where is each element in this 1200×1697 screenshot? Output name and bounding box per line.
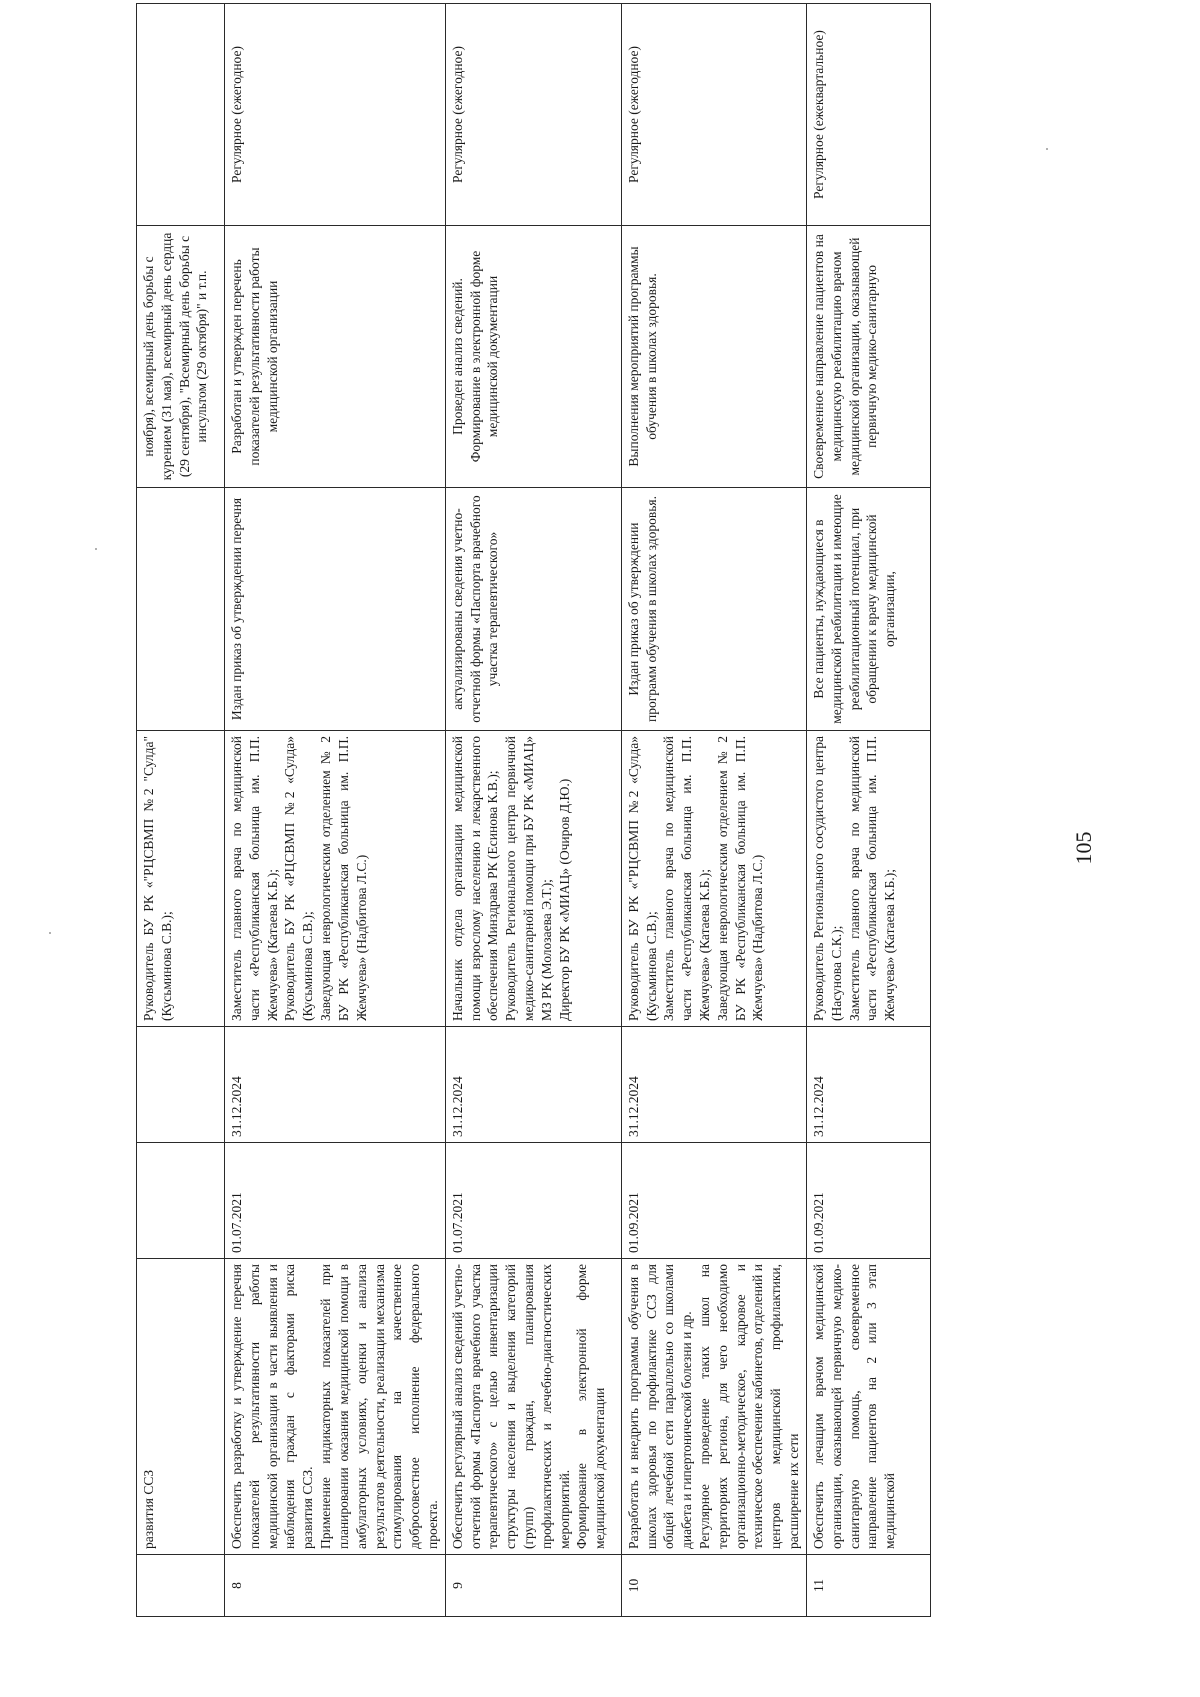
table-row: [445, 4, 621, 1617]
responsible-cell-line: Директор БУ РК «МИАЦ» (Очиров Д.Ю.): [556, 778, 572, 1021]
end-date-cell: 31.12.2024: [621, 1027, 806, 1143]
task-cell: [137, 1259, 225, 1555]
result-cell: [137, 488, 225, 731]
responsible-cell-line: Заместитель главного врача по медицинской части «Республиканская больница им. П.П. Жемчуева» (Катаева К.Б.);: [661, 736, 712, 1021]
task-cell: [225, 1259, 446, 1555]
end-date-cell: [137, 1027, 225, 1143]
result-cell: [621, 488, 806, 731]
rotated-page-content: [136, 4, 956, 1617]
table-row: [806, 4, 930, 1617]
responsible-cell: [137, 731, 225, 1027]
responsible-cell-line: Заместитель главного врача по медицинской части «Республиканская больница им. П.П. Жемчуева» (Катаева К.Б.);: [229, 736, 280, 1021]
responsible-cell: [621, 731, 806, 1027]
row-number: 9: [445, 1555, 621, 1617]
row-number: 11: [806, 1555, 930, 1617]
start-date-cell: 01.09.2021: [806, 1143, 930, 1259]
type-cell-line: Регулярное (ежегодное): [625, 46, 641, 183]
task-cell-line: Формирование в электронной форме медицинской документации: [574, 1264, 608, 1549]
responsible-cell: [806, 731, 930, 1027]
result-cell: [445, 488, 621, 731]
end-date-cell: 31.12.2024: [445, 1027, 621, 1143]
type-cell: [621, 4, 806, 226]
table-row: [225, 4, 446, 1617]
task-cell: [621, 1259, 806, 1555]
responsible-cell-line: Заведующая неврологическим отделением № 2 БУ РК «Республиканская больница им. П.П. Жемчуева» (Надбитова Л.С.): [318, 736, 369, 1021]
responsible-cell-line: Заместитель главного врача по медицинской части «Республиканская больница им. П.П. Жемчуева» (Катаева К.Б.);: [846, 736, 898, 1021]
type-cell: [137, 4, 225, 226]
result-cell-line: Издан приказ об утверждении программ обучения в школах здоровья.: [625, 496, 659, 722]
result-cell: [806, 488, 930, 731]
type-cell: [806, 4, 930, 226]
type-cell: [445, 4, 621, 226]
characteristic-cell-line: ноября), всемирный день борьбы с курением (31 мая), всемирный день сердца (29 сентября), "Всемирный день борьбы с инсультом (29 октября)" и т.п.: [141, 232, 210, 481]
responsible-cell-line: Начальник отдела организации медицинской помощи взрослому населению и лекарственного обеспечения Минздрава РК (Есинова К.В.);: [449, 736, 501, 1021]
characteristic-cell: [137, 226, 225, 488]
end-date-cell: 31.12.2024: [806, 1027, 930, 1143]
plan-table: [136, 3, 931, 1617]
task-cell-line: Обеспечить регулярный анализ сведений учетно-отчетной формы «Паспорта врачебного участка терапевтического» с целью инвентаризации структуры населения и выделения категорий (групп) граждан, планирования профилактических и лечебно-диагностических мероприятий.: [449, 1264, 572, 1549]
table-row: [137, 4, 225, 1617]
responsible-cell-line: Руководитель Регионального сосудистого центра (Насунова С.К.);: [810, 736, 844, 1021]
scan-speck: [1046, 148, 1048, 150]
table-row: [621, 4, 806, 1617]
task-cell: [445, 1259, 621, 1555]
page-number: 105: [1071, 831, 1096, 865]
task-cell-line: Обеспечить разработку и утверждение перечня показателей результативности работы медицинской организации в части выявления и наблюдения граждан с факторами риска развития ССЗ.: [229, 1264, 316, 1549]
row-number: 10: [621, 1555, 806, 1617]
result-cell: [225, 488, 446, 731]
start-date-cell: 01.07.2021: [225, 1143, 446, 1259]
start-date-cell: 01.09.2021: [621, 1143, 806, 1259]
scan-speck: [49, 932, 51, 934]
start-date-cell: [137, 1143, 225, 1259]
characteristic-cell-line: Разработан и утвержден перечень показателей результативности работы медицинской организации: [229, 247, 280, 466]
task-cell-line: Регулярное проведение таких школ на территориях региона, для чего необходимо организационно-методическое, кадровое и техническое обеспечение кабинетов, отделений и центров медицинской профилактики, расширение их сети: [697, 1264, 802, 1549]
characteristic-cell: [806, 226, 930, 488]
responsible-cell-line: Руководитель БУ РК «"РЦСВМП №2 "Сулда" (Кусьминова С.В.);: [141, 736, 174, 1021]
responsible-cell-line: Руководитель Регионального центра первичной медико-санитарной помощи при БУ РК «МИАЦ» МЗ РК (Молозаева Э.Т.);: [503, 736, 554, 1021]
result-cell-line: Все пациенты, нуждающиеся в медицинской реабилитации и имеющие реабилитационный потенциал, при обращении к врачу медицинской организации,: [810, 494, 898, 724]
type-cell-line: Регулярное (ежеквартальное): [810, 30, 826, 199]
type-cell-line: Регулярное (ежегодное): [229, 46, 244, 183]
task-cell-line: Разработать и внедрить программы обучения в школах здоровья по профилактике ССЗ для общей лечебной сети параллельно со школами диабета и гипертонической болезни и др.: [625, 1264, 695, 1549]
task-cell-line: развития ССЗ: [141, 1469, 156, 1549]
row-number: 8: [225, 1555, 446, 1617]
type-cell: [225, 4, 446, 226]
characteristic-cell: [445, 226, 621, 488]
characteristic-cell-line: Выполнения мероприятий программы обучения в школах здоровья.: [625, 246, 659, 467]
responsible-cell-line: Руководитель БУ РК «РЦСВМП №2 «Сулда» (Кусьминова С.В.);: [282, 736, 316, 1021]
result-cell-line: Издан приказ об утверждении перечня: [229, 497, 244, 721]
task-cell: [806, 1259, 930, 1555]
responsible-cell-line: Руководитель БУ РК «"РЦСВМП №2 «Сулда» (Кусьминова С.В.);: [625, 736, 659, 1021]
characteristic-cell: [621, 226, 806, 488]
table-body: [137, 4, 931, 1617]
characteristic-cell-line: Формирование в электронной форме медицинской документации: [467, 250, 501, 463]
row-number: [137, 1555, 225, 1617]
task-cell-line: Применение индикаторных показателей при планировании оказания медицинской помощи в амбулаторных условиях, оценки и анализа результатов деятельности, реализации механизма стимулирования на качественное добросовестное исполнение федерального проекта.: [318, 1264, 440, 1549]
responsible-cell-line: Заведующая неврологическим отделением № 2 БУ РК «Республиканская больница им. П.П. Жемчуева» (Надбитова Л.С.): [714, 736, 766, 1021]
responsible-cell: [225, 731, 446, 1027]
task-cell-line: Обеспечить лечащим врачом медицинской организации, оказывающей первичную медико-санитарную помощь, своевременное направление пациентов на 2 или 3 этап медицинской: [810, 1264, 898, 1549]
characteristic-cell-line: Проведен анализ сведений.: [449, 278, 465, 435]
characteristic-cell-line: Своевременное направление пациентов на медицинскую реабилитацию врачом медицинской организации, оказывающей первичную медико-санитарную: [810, 234, 880, 479]
start-date-cell: 01.07.2021: [445, 1143, 621, 1259]
result-cell-line: актуализированы сведения учетно-отчетной формы «Паспорта врачебного участка терапевтического»: [449, 495, 501, 723]
end-date-cell: 31.12.2024: [225, 1027, 446, 1143]
scan-speck: [95, 548, 97, 550]
characteristic-cell: [225, 226, 446, 488]
type-cell-line: Регулярное (ежегодное): [449, 46, 465, 183]
responsible-cell: [445, 731, 621, 1027]
